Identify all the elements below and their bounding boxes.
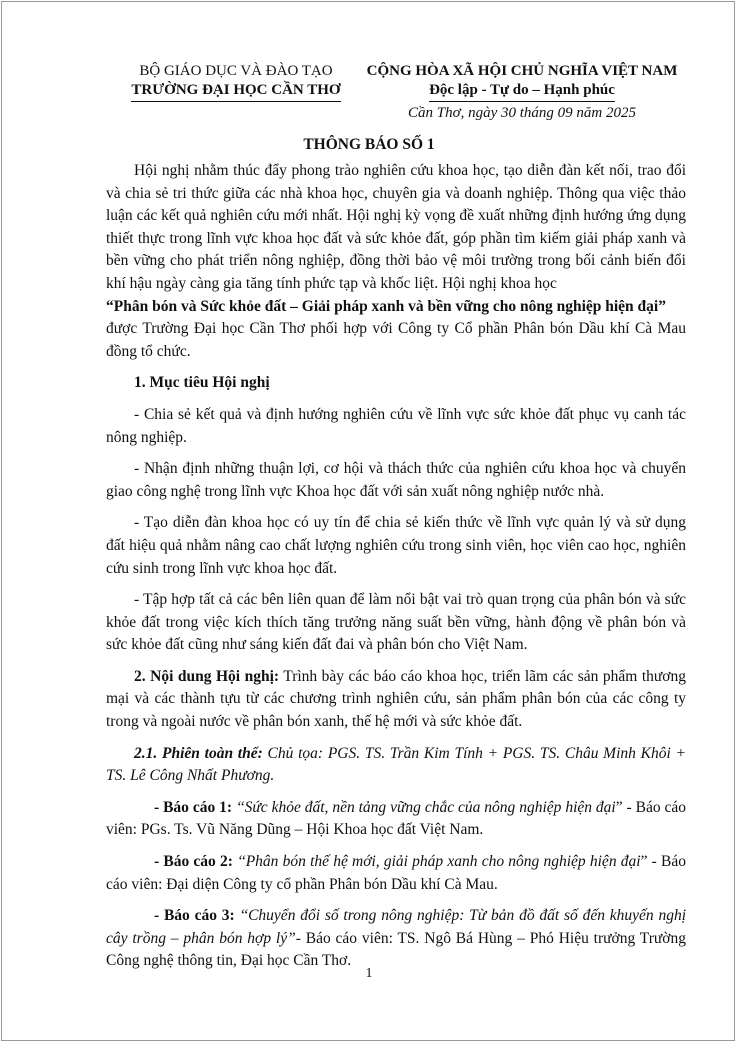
report-presenter: ” - Báo cáo viên: Đại diện Công ty cổ phần Phân bón Dầu khí Cà Mau. [106,853,686,893]
section2-paragraph [106,666,686,734]
section2-text: Trình bày các báo cáo khoa học, triển lãm các sản phẩm thương mại và các thành tựu từ các chương trình nghiên cứu, sản phẩm phân bón của các công ty trong và ngoài nước về phân bón xanh, thế hệ mới và sức khỏe đất. [106,667,686,731]
university-name: TRƯỜNG ĐẠI HỌC CẦN THƠ [131,81,340,102]
report-label: - Báo cáo 1: [154,798,233,816]
ministry-name: BỘ GIÁO DỤC VÀ ĐÀO TẠO [139,63,333,79]
section21-paragraph [106,743,686,788]
intro-text: Hội nghị nhằm thúc đẩy phong trào nghiên cứu khoa học, tạo diễn đàn kết nối, trao đổi và chia sẻ tri thức giữa các nhà khoa học, chuyên gia và doanh nghiệp. Thông qua việc thảo luận các kết quả nghiên cứu mới nhất. Hội nghị kỳ vọng đề xuất những định hướng ứng dụng thiết thực trong lĩnh vực khoa học đất và sức khỏe đất, góp phần tìm kiếm giải pháp xanh và bền vững cho phát triển nông nghiệp, đồng thời bảo vệ môi trường trong bối cảnh biến đổi khí hậu ngày càng gia tăng tính phức tạp và khốc liệt. Hội nghị khoa học [106,162,686,292]
report-label: - Báo cáo 3: [154,907,235,925]
header-right [360,62,684,102]
report-label: - Báo cáo 2: [154,853,233,871]
report-presenter: - Báo cáo viên: TS. Ngô Bá Hùng – Phó Hiệu trưởng Trường Công nghệ thông tin, Đại học Cần Thơ. [106,929,686,970]
section21-heading: 2.1. Phiên toàn thể: [134,744,263,762]
national-motto: Độc lập - Tự do – Hạnh phúc [429,81,615,102]
report-item [106,797,686,842]
report-presenter: ” - Báo cáo viên: PGs. Ts. Vũ Năng Dũng – Hội Khoa học đất Việt Nam. [106,798,686,839]
objective-item: - Tạo diễn đàn khoa học có uy tín để chia sẻ kiến thức về lĩnh vực quản lý và sử dụng đất hiệu quả nhằm nâng cao chất lượng nghiên cứu trong sinh viên, học viên cao học, nghiên cứu sinh trong lĩnh vực khoa học đất. [106,514,686,577]
report-title: ‘‘Chuyển đổi số trong nông nghiệp: Từ bản đồ đất số đến khuyến nghị cây trồng – phân bón hợp lý” [106,907,686,947]
objective-item: - Tập hợp tất cả các bên liên quan để làm nổi bật vai trò quan trọng của phân bón và sức khỏe đất trong việc kích thích tăng trưởng năng suất bền vững, hành động về phân bón và sức khỏe đất cũng như sáng kiến đất đai và phân bón cho Việt Nam. [106,591,686,654]
section1-heading: 1. Mục tiêu Hội nghị [134,374,270,392]
report-title: ‘‘Sức khỏe đất, nền tảng vững chắc của nông nghiệp hiện đại [232,798,616,816]
report-title: ‘‘Phân bón thế hệ mới, giải pháp xanh cho nông nghiệp hiện đại [232,853,641,871]
organizers-text: được Trường Đại học Cần Thơ phối hợp với Công ty Cổ phần Phân bón Dầu khí Cà Mau đồng tổ chức. [106,320,686,360]
objective-item: - Chia sẻ kết quả và định hướng nghiên cứu về lĩnh vực sức khỏe đất phục vụ canh tác nông nghiệp. [106,405,686,446]
intro-paragraph [106,160,686,363]
objective-item: - Nhận định những thuận lợi, cơ hội và thách thức của nghiên cứu khoa học và chuyển giao công nghệ trong lĩnh vực Khoa học đất với sản xuất nông nghiệp nước nhà. [106,460,686,500]
session-chairs: Chủ tọa: PGS. TS. Trần Kim Tính + PGS. TS. Châu Minh Khôi + TS. Lê Công Nhất Phương. [106,744,686,785]
country-name: CỘNG HÒA XÃ HỘI CHỦ NGHĨA VIỆT NAM [366,63,678,79]
document-date: Cần Thơ, ngày 30 tháng 09 năm 2025 [407,105,636,121]
document-body [106,160,686,973]
document-title: THÔNG BÁO SỐ 1 [303,136,435,153]
header-left [108,62,364,102]
section2-heading: 2. Nội dung Hội nghị: [134,667,280,685]
conference-name: “Phân bón và Sức khỏe đất – Giải pháp xanh và bền vững cho nông nghiệp hiện đại” [106,297,666,315]
report-item [106,905,686,973]
page-number: 1 [365,966,373,981]
report-item [106,851,686,896]
